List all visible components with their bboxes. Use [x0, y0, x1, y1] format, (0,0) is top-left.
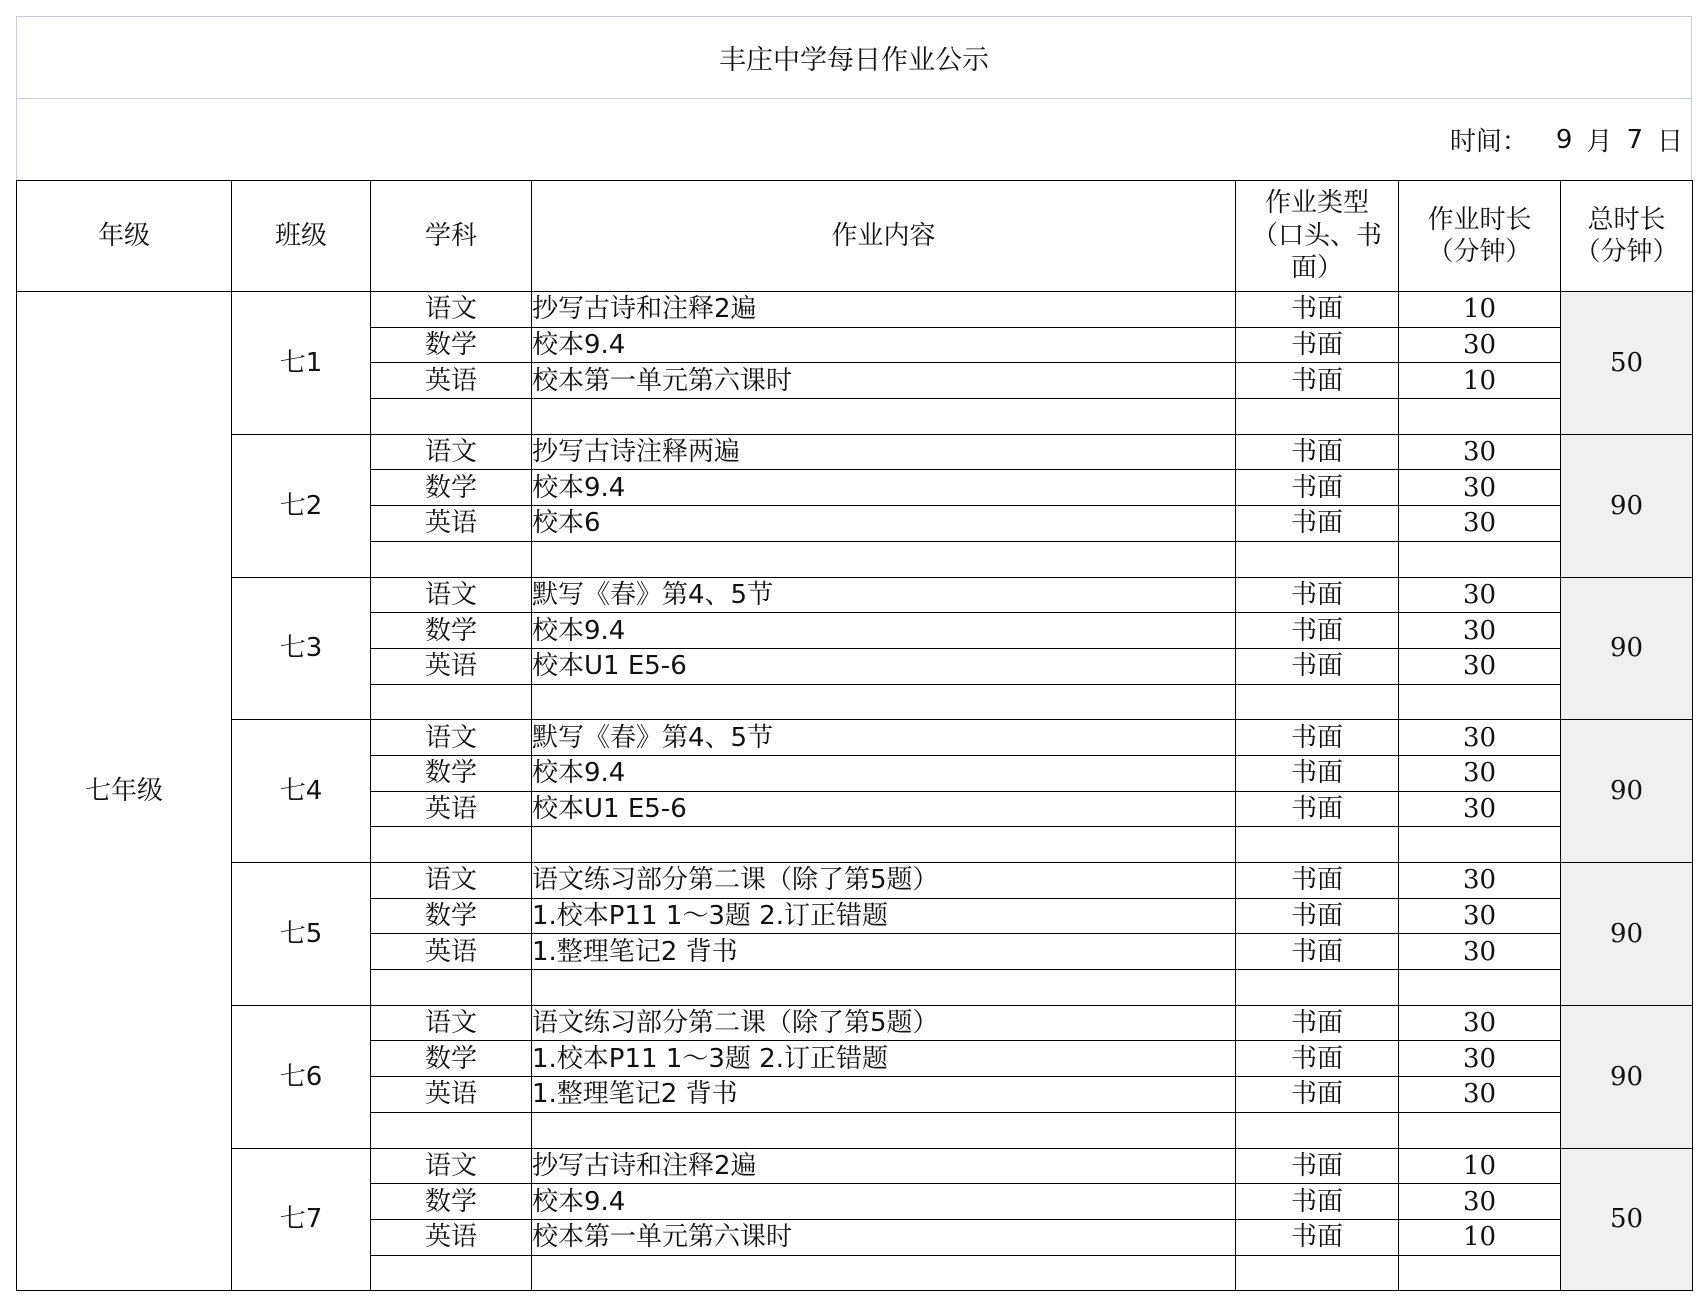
content-cell: 抄写古诗和注释2遍: [532, 1148, 1236, 1184]
type-cell: 书面: [1236, 1184, 1399, 1220]
subject-cell: 语文: [371, 434, 532, 470]
minutes-cell: 30: [1399, 470, 1561, 506]
subject-cell: [371, 399, 532, 435]
subject-cell: 英语: [371, 363, 532, 399]
content-cell: [532, 399, 1236, 435]
type-cell: 书面: [1236, 363, 1399, 399]
minutes-cell: 30: [1399, 1041, 1561, 1077]
minutes-cell: 10: [1399, 363, 1561, 399]
class-cell: 七3: [232, 577, 371, 720]
table-row: [17, 577, 1693, 613]
type-cell: [1236, 399, 1399, 435]
date-day-unit: 日: [1656, 127, 1683, 157]
total-cell: 90: [1561, 720, 1693, 863]
type-cell: 书面: [1236, 577, 1399, 613]
content-cell: 校本U1 E5-6: [532, 648, 1236, 684]
content-cell: 语文练习部分第二课（除了第5题）: [532, 863, 1236, 899]
subject-cell: [371, 1255, 532, 1291]
header-minutes: 作业时长（分钟）: [1399, 181, 1561, 292]
content-cell: [532, 1112, 1236, 1148]
minutes-cell: [1399, 399, 1561, 435]
content-cell: 默写《春》第4、5节: [532, 577, 1236, 613]
header-row: [17, 181, 1693, 292]
subject-cell: 数学: [371, 1184, 532, 1220]
type-cell: 书面: [1236, 1148, 1399, 1184]
subject-cell: 英语: [371, 1219, 532, 1255]
type-cell: 书面: [1236, 613, 1399, 649]
table-row: [17, 292, 1693, 328]
minutes-cell: [1399, 1112, 1561, 1148]
type-cell: 书面: [1236, 791, 1399, 827]
content-cell: [532, 541, 1236, 577]
content-cell: 校本第一单元第六课时: [532, 363, 1236, 399]
total-cell: 50: [1561, 1148, 1693, 1291]
type-cell: 书面: [1236, 434, 1399, 470]
minutes-cell: 10: [1399, 1148, 1561, 1184]
class-cell: 七6: [232, 1005, 371, 1148]
date-month: 9: [1555, 124, 1573, 155]
type-cell: 书面: [1236, 863, 1399, 899]
type-cell: [1236, 541, 1399, 577]
total-cell: 90: [1561, 577, 1693, 720]
minutes-cell: [1399, 827, 1561, 863]
minutes-cell: 30: [1399, 1184, 1561, 1220]
minutes-cell: 10: [1399, 1219, 1561, 1255]
content-cell: 抄写古诗注释两遍: [532, 434, 1236, 470]
subject-cell: [371, 541, 532, 577]
type-cell: [1236, 970, 1399, 1006]
minutes-cell: 30: [1399, 863, 1561, 899]
content-cell: 1.校本P11 1～3题 2.订正错题: [532, 898, 1236, 934]
subject-cell: 英语: [371, 791, 532, 827]
table-body: [17, 292, 1693, 1291]
type-cell: 书面: [1236, 1005, 1399, 1041]
content-cell: 校本6: [532, 506, 1236, 542]
minutes-cell: [1399, 684, 1561, 720]
header-total: 总时长（分钟）: [1561, 181, 1693, 292]
type-cell: 书面: [1236, 506, 1399, 542]
subject-cell: [371, 827, 532, 863]
type-cell: [1236, 1255, 1399, 1291]
table-row: [17, 434, 1693, 470]
subject-cell: [371, 970, 532, 1006]
minutes-cell: 30: [1399, 648, 1561, 684]
subject-cell: 数学: [371, 470, 532, 506]
header-class: 班级: [232, 181, 371, 292]
minutes-cell: 30: [1399, 613, 1561, 649]
content-cell: 校本9.4: [532, 613, 1236, 649]
minutes-cell: 30: [1399, 327, 1561, 363]
date-label: 时间：: [1449, 127, 1528, 157]
minutes-cell: 30: [1399, 434, 1561, 470]
homework-table: [16, 180, 1693, 1291]
content-cell: 语文练习部分第二课（除了第5题）: [532, 1005, 1236, 1041]
subject-cell: 语文: [371, 1005, 532, 1041]
class-cell: 七7: [232, 1148, 371, 1291]
date-day: 7: [1626, 124, 1643, 155]
content-cell: 校本第一单元第六课时: [532, 1219, 1236, 1255]
minutes-cell: 30: [1399, 791, 1561, 827]
subject-cell: 数学: [371, 755, 532, 791]
type-cell: 书面: [1236, 1219, 1399, 1255]
date-month-unit: 月: [1586, 127, 1613, 157]
minutes-cell: [1399, 970, 1561, 1006]
type-cell: 书面: [1236, 292, 1399, 328]
type-cell: [1236, 1112, 1399, 1148]
type-cell: 书面: [1236, 934, 1399, 970]
minutes-cell: 30: [1399, 506, 1561, 542]
content-cell: [532, 827, 1236, 863]
table-row: [17, 1005, 1693, 1041]
type-cell: 书面: [1236, 1041, 1399, 1077]
type-cell: 书面: [1236, 1077, 1399, 1113]
table-row: [17, 720, 1693, 756]
content-cell: 校本9.4: [532, 327, 1236, 363]
subject-cell: 英语: [371, 1077, 532, 1113]
content-cell: 校本9.4: [532, 1184, 1236, 1220]
header-type: 作业类型（口头、书面）: [1236, 181, 1399, 292]
type-cell: [1236, 827, 1399, 863]
subject-cell: [371, 1112, 532, 1148]
content-cell: 校本9.4: [532, 755, 1236, 791]
class-cell: 七4: [232, 720, 371, 863]
subject-cell: 语文: [371, 1148, 532, 1184]
minutes-cell: [1399, 1255, 1561, 1291]
subject-cell: 数学: [371, 898, 532, 934]
subject-cell: 语文: [371, 577, 532, 613]
class-cell: 七2: [232, 434, 371, 577]
content-cell: [532, 1255, 1236, 1291]
total-cell: 90: [1561, 434, 1693, 577]
content-cell: 1.校本P11 1～3题 2.订正错题: [532, 1041, 1236, 1077]
type-cell: 书面: [1236, 898, 1399, 934]
type-cell: 书面: [1236, 648, 1399, 684]
minutes-cell: 30: [1399, 577, 1561, 613]
date-line: [16, 98, 1692, 180]
page-title: 丰庄中学每日作业公示: [16, 16, 1692, 98]
header-grade: 年级: [17, 181, 232, 292]
type-cell: [1236, 684, 1399, 720]
subject-cell: [371, 684, 532, 720]
minutes-cell: 30: [1399, 898, 1561, 934]
content-cell: 抄写古诗和注释2遍: [532, 292, 1236, 328]
subject-cell: 数学: [371, 613, 532, 649]
total-cell: 90: [1561, 1005, 1693, 1148]
header-subject: 学科: [371, 181, 532, 292]
subject-cell: 英语: [371, 934, 532, 970]
total-cell: 50: [1561, 292, 1693, 435]
content-cell: 校本U1 E5-6: [532, 791, 1236, 827]
subject-cell: 数学: [371, 1041, 532, 1077]
content-cell: 1.整理笔记2 背书: [532, 934, 1236, 970]
minutes-cell: 30: [1399, 720, 1561, 756]
subject-cell: 语文: [371, 720, 532, 756]
content-cell: [532, 970, 1236, 1006]
table-row: [17, 863, 1693, 899]
type-cell: 书面: [1236, 327, 1399, 363]
minutes-cell: [1399, 541, 1561, 577]
table-row: [17, 1148, 1693, 1184]
type-cell: 书面: [1236, 720, 1399, 756]
minutes-cell: 30: [1399, 1005, 1561, 1041]
content-cell: 1.整理笔记2 背书: [532, 1077, 1236, 1113]
subject-cell: 数学: [371, 327, 532, 363]
grade-cell: 七年级: [17, 292, 232, 1291]
total-cell: 90: [1561, 863, 1693, 1006]
header-content: 作业内容: [532, 181, 1236, 292]
subject-cell: 语文: [371, 863, 532, 899]
subject-cell: 英语: [371, 506, 532, 542]
minutes-cell: 30: [1399, 755, 1561, 791]
minutes-cell: 30: [1399, 934, 1561, 970]
minutes-cell: 10: [1399, 292, 1561, 328]
content-cell: 默写《春》第4、5节: [532, 720, 1236, 756]
class-cell: 七1: [232, 292, 371, 435]
subject-cell: 语文: [371, 292, 532, 328]
content-cell: 校本9.4: [532, 470, 1236, 506]
type-cell: 书面: [1236, 755, 1399, 791]
content-cell: [532, 684, 1236, 720]
subject-cell: 英语: [371, 648, 532, 684]
minutes-cell: 30: [1399, 1077, 1561, 1113]
class-cell: 七5: [232, 863, 371, 1006]
type-cell: 书面: [1236, 470, 1399, 506]
